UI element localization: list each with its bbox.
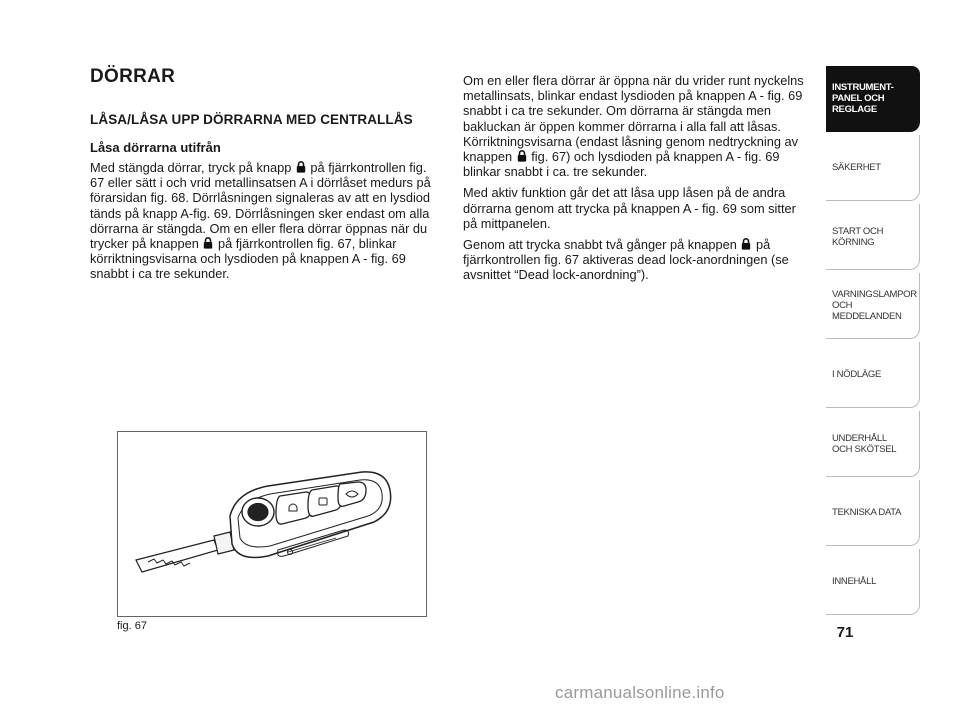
watermark: carmanualsonline.info <box>555 683 725 702</box>
tab-underhall[interactable]: UNDERHÅLL OCH SKÖTSEL <box>826 411 920 477</box>
tab-start-och-korning[interactable]: START OCH KÖRNING <box>826 204 920 270</box>
subsubheading: Låsa dörrarna utifrån <box>90 140 221 155</box>
section-heading: DÖRRAR <box>90 66 176 87</box>
lock-icon <box>296 161 306 173</box>
tab-sakerhet[interactable]: SÄKERHET <box>826 135 920 201</box>
tab-tekniska-data[interactable]: TEKNISKA DATA <box>826 480 920 546</box>
figure-caption: fig. 67 <box>117 620 147 632</box>
subheading: LÅSA/LÅSA UPP DÖRRARNA MED CENTRALLÅS <box>90 112 413 127</box>
tab-innehall[interactable]: INNEHÅLL <box>826 549 920 615</box>
right-paragraph-1: Om en eller flera dörrar är öppna när du vrider runt nyckelns metallinsats, blinkar endast lysdioden på knappen A - fig. 69 snabbt i ca tre sekunder. Om dörrarna är stängda men bakluckan är öppen kommer dörrarna i alla fall att låsas. Körriktningsvisarna (endast låsning genom nedtryckning av knappen fig. 67) och lysdioden på knappen A - fig. 69 blinkar snabbt i ca. tre sekunder. <box>463 73 804 180</box>
right-paragraph-3: Genom att trycka snabbt två gånger på knappen på fjärrkontrollen fig. 67 aktiveras dead lock-anordningen (se avsnittet “Dead lock-anordning”). <box>463 237 789 283</box>
lock-icon <box>517 150 527 162</box>
lock-icon <box>741 238 751 250</box>
figure-67 <box>117 431 427 617</box>
tab-varningslampor[interactable]: VARNINGSLAMPOR OCH MEDDELANDEN <box>826 273 920 339</box>
car-key-remote-illustration <box>118 432 426 616</box>
tab-instrumentpanel[interactable]: INSTRUMENT- PANEL OCH REGLAGE <box>826 66 920 132</box>
left-paragraph: Med stängda dörrar, tryck på knapp på fjärrkontrollen fig. 67 eller sätt i och vrid metallinsatsen A i dörrlåset medurs på förarsidan fig. 68. Dörrlåsningen signaleras av att en lysdiod tänds på knapp A-fig. 69. Dörrlåsningen sker endast om alla dörrarna är stängda. Om en eller flera dörrar öppnas när du trycker på knappen på fjärrkontrollen fig. 67, blinkar körriktningsvisarna och lysdioden på knappen A - fig. 69 snabbt i ca tre sekunder. <box>90 160 431 282</box>
chapter-sidebar <box>826 66 920 618</box>
tab-i-nodlage[interactable]: I NÖDLÄGE <box>826 342 920 408</box>
lock-icon <box>203 237 213 249</box>
left-column <box>90 66 442 288</box>
page-number: 71 <box>836 624 854 641</box>
right-column <box>463 73 808 289</box>
right-paragraph-2: Med aktiv funktion går det att låsa upp låsen på de andra dörrarna genom att trycka på knappen A - fig. 69 som sitter på mittpanelen. <box>463 185 796 231</box>
